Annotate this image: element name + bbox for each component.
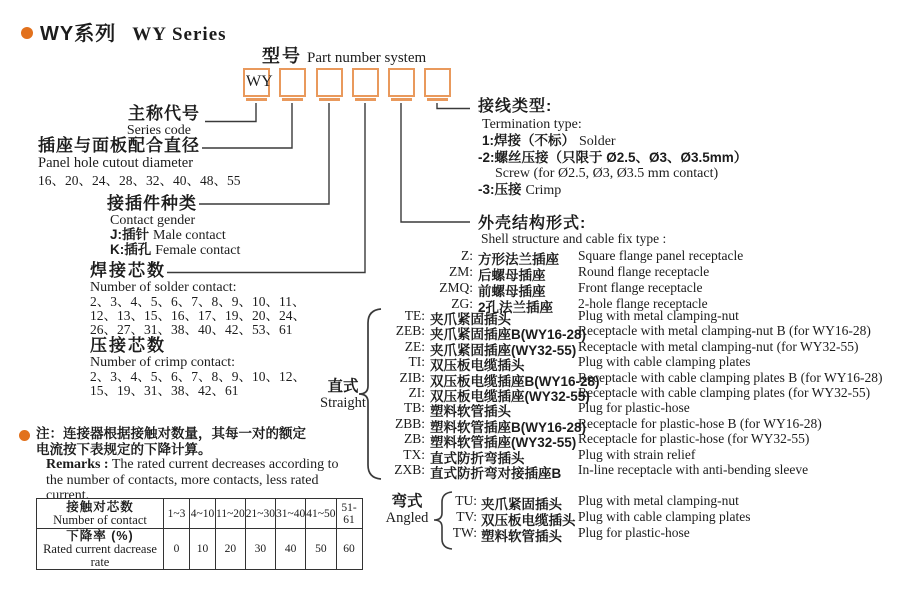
page-title-zh: WY系列: [40, 23, 117, 45]
part-number-heading-en: Part number system: [307, 50, 427, 66]
rate-cell: 40: [276, 529, 306, 570]
part-number-box-5: [388, 68, 415, 97]
rate-cell: 30: [245, 529, 275, 570]
part-number-box-1: [243, 68, 273, 97]
range-cell: 11~20: [216, 499, 246, 529]
panel-hole-en: Panel hole cutout diameter: [38, 155, 194, 171]
type-name-zh: 双压板电缆插座(WY32-55): [430, 389, 590, 404]
type-code: TB:: [403, 400, 425, 415]
straight-row: [0, 354, 910, 373]
type-name-zh: 夹爪紧固插座(WY32-55): [430, 343, 577, 358]
shell-name-zh: 前螺母插座: [478, 284, 546, 299]
range-cell: 1~3: [164, 499, 190, 529]
panel-hole-values: 16、20、24、28、32、40、48、55: [38, 173, 241, 188]
type-desc-en: Receptacle with metal clamping-nut (for WY32-55): [578, 339, 859, 354]
type-desc-en: Plug with metal clamping-nut: [578, 493, 739, 508]
termination-item-2: [478, 150, 747, 166]
shell-code: Z:: [461, 248, 473, 263]
contact-male-zh: J:插针: [110, 227, 150, 242]
type-name-zh: 直式防折弯对接插座B: [430, 466, 562, 481]
crimp-zh: 压接芯数: [90, 336, 166, 355]
termination-item-3: [478, 182, 747, 199]
type-name-zh: 夹爪紧固插头: [481, 497, 562, 512]
type-code: TV:: [456, 509, 477, 524]
page-title-en: WY Series: [132, 24, 227, 45]
contact-female-zh: K:插孔: [110, 241, 152, 257]
type-code: ZXB:: [394, 462, 425, 477]
termination-zh: 接线类型:: [478, 98, 553, 115]
part-number-box-6: [424, 68, 451, 97]
range-cell: 4~10: [190, 499, 216, 529]
contact-male-en: Male contact: [153, 228, 226, 243]
contact-gender-en: Contact gender: [110, 213, 196, 228]
series-code-label: [60, 104, 200, 138]
crimp-values-line2: 15、19、31、38、42、61: [90, 383, 239, 398]
title-bullet-icon: [21, 27, 33, 39]
shell-name-zh: 2孔法兰插座: [478, 300, 554, 315]
type-desc-en: Receptacle for plastic-hose B (for WY16-28): [578, 416, 822, 431]
solder-zh: 焊接芯数: [90, 261, 166, 280]
type-code: ZE:: [404, 339, 425, 354]
type-code: TU:: [455, 493, 477, 508]
table-row-contacts: [37, 499, 363, 529]
rate-cell: 10: [190, 529, 216, 570]
rate-header-cell: [37, 529, 164, 570]
range-cell: 21~30: [245, 499, 275, 529]
page-title: [40, 17, 227, 46]
shell-desc-en: 2-hole flange receptacle: [578, 296, 708, 311]
shell-code: ZM:: [448, 264, 473, 279]
part-number-box-4: [352, 68, 379, 97]
series-code-en: Series code: [126, 123, 191, 138]
type-name-zh: 双压板电缆插座B(WY16-28): [430, 374, 600, 389]
shell-row: [0, 264, 910, 283]
series-code-zh: 主称代号: [128, 104, 200, 123]
type-code: TX:: [403, 447, 425, 462]
type-name-zh: 直式防折弯插头: [430, 451, 525, 466]
type-code: TW:: [452, 525, 477, 540]
remarks-zh-line1: 注：连接器根据接触对数量，其每一对的额定: [36, 426, 306, 441]
type-code: ZB:: [403, 431, 425, 446]
straight-row: [0, 400, 910, 419]
rate-cell: 0: [164, 529, 190, 570]
remarks-bullet-icon: [19, 430, 30, 441]
range-cell: 51-61: [336, 499, 362, 529]
type-name-zh: 塑料软管插座B(WY16-28): [430, 420, 587, 435]
crimp-values-line1: 2、3、4、5、6、7、8、9、10、12、: [90, 369, 306, 384]
type-desc-en: Plug with cable clamping plates: [578, 509, 751, 524]
type-name-zh: 夹爪紧固插头: [430, 312, 511, 327]
part-number-heading: [262, 42, 426, 68]
shell-desc-en: Round flange receptacle: [578, 264, 710, 279]
line-box1-series-code: [205, 103, 256, 122]
type-desc-en: Plug for plastic-hose: [578, 525, 690, 540]
shell-desc-en: Square flange panel receptacle: [578, 248, 744, 263]
range-cell: 41~50: [306, 499, 336, 529]
rate-cell: 50: [306, 529, 336, 570]
termination-item1-en: Solder: [579, 134, 616, 149]
type-desc-en: Receptacle with cable clamping plates (for WY32-55): [578, 385, 871, 400]
contact-male-row: [110, 228, 240, 243]
contact-gender-zh: 接插件种类: [107, 194, 197, 213]
type-code: TI:: [408, 354, 425, 369]
straight-zh: 直式: [327, 378, 359, 395]
derating-table: [36, 498, 363, 570]
shell-code: ZMQ:: [439, 280, 473, 295]
rate-header-zh: 下降率 (%): [66, 529, 134, 543]
solder-en: Number of solder contact:: [90, 280, 237, 295]
part-number-box-2: [279, 68, 306, 97]
shell-code: ZG:: [451, 296, 473, 311]
angled-en: Angled: [385, 510, 429, 526]
type-desc-en: Receptacle with cable clamping plates B (for WY16-28): [578, 370, 883, 385]
termination-section: [478, 96, 747, 199]
shell-heading-zh: 外壳结构形式:: [478, 215, 587, 232]
shell-name-zh: 后螺母插座: [478, 268, 546, 283]
straight-en: Straight: [320, 395, 366, 411]
termination-item-1: [482, 133, 747, 150]
contacts-header-en: Number of contact: [53, 513, 147, 527]
shell-row: [0, 280, 910, 299]
straight-row: [0, 308, 910, 327]
line-box6-termination: [437, 103, 470, 109]
type-code: ZI:: [408, 385, 425, 400]
table-row-rates: [37, 529, 363, 570]
solder-values-line2: 12、13、15、16、17、19、20、24、: [90, 308, 306, 323]
type-code: ZEB:: [395, 323, 425, 338]
part-number-heading-zh: 型号: [262, 46, 302, 66]
type-desc-en: Plug for plastic-hose: [578, 400, 690, 415]
termination-en: Termination type:: [482, 117, 582, 132]
type-name-zh: 双压板电缆插头: [481, 513, 576, 528]
crimp-en: Number of crimp contact:: [90, 355, 236, 370]
type-code: ZBB:: [394, 416, 425, 431]
type-desc-en: Plug with strain relief: [578, 447, 696, 462]
type-name-zh: 塑料软管插头: [430, 404, 511, 419]
termination-item3-zh: -3:压接: [478, 182, 522, 197]
range-cell: 31~40: [276, 499, 306, 529]
type-name-zh: 双压板电缆插头: [430, 358, 525, 373]
rate-header-en: Rated current dacrease rate: [43, 542, 157, 569]
type-desc-en: In-line receptacle with anti-bending sleeve: [578, 462, 809, 477]
type-name-zh: 塑料软管插头: [481, 529, 562, 544]
solder-values-line1: 2、3、4、5、6、7、8、9、10、11、: [90, 294, 306, 309]
type-code: TE:: [404, 308, 425, 323]
angled-zh: 弯式: [391, 493, 423, 510]
type-name-zh: 塑料软管插座(WY32-55): [430, 435, 577, 450]
shell-desc-en: Front flange receptacle: [578, 280, 703, 295]
type-desc-en: Plug with metal clamping-nut: [578, 308, 739, 323]
rate-cell: 20: [216, 529, 246, 570]
rate-cell: 60: [336, 529, 362, 570]
shell-row: [0, 248, 910, 267]
contacts-header-cell: [37, 499, 164, 529]
solder-values-line3: 26、27、31、38、40、42、53、61: [90, 322, 293, 337]
panel-hole-label: [38, 136, 241, 189]
remarks-zh-line2: 电流按下表规定的下降计算。: [36, 442, 212, 457]
type-code: ZIB:: [399, 370, 425, 385]
termination-item2-zh: -2:螺丝压接（只限于 Ø2.5、Ø3、Ø3.5mm）: [478, 150, 748, 165]
termination-item2-en: Screw (for Ø2.5, Ø3, Ø3.5 mm contact): [495, 166, 719, 181]
line-box5-shell-structure: [401, 103, 470, 222]
part-number-box-3: [316, 68, 343, 97]
panel-hole-zh: 插座与面板配合直径: [38, 136, 200, 155]
type-name-zh: 夹爪紧固插座B(WY16-28): [430, 327, 587, 342]
contacts-header-zh: 接触对芯数: [66, 500, 134, 514]
straight-row: [0, 323, 910, 342]
straight-row: [0, 339, 910, 358]
type-desc-en: Plug with cable clamping plates: [578, 354, 751, 369]
series-prefix: WY: [246, 73, 273, 90]
contact-female-en: Female contact: [155, 242, 241, 258]
shell-name-zh: 方形法兰插座: [478, 252, 559, 267]
remarks-en-text: The rated current decreases according to the number of contacts, more contacts, less rated current.: [46, 457, 339, 503]
termination-item1-zh: 1:焊接（不标）: [482, 133, 576, 148]
remarks-en-label: Remarks :: [46, 457, 109, 472]
type-desc-en: Receptacle with metal clamping-nut B (for WY16-28): [578, 323, 871, 338]
termination-item3-en: Crimp: [525, 183, 562, 198]
remarks-en: [46, 457, 356, 504]
type-desc-en: Receptacle for plastic-hose (for WY32-55): [578, 431, 810, 446]
shell-heading-en: Shell structure and cable fix type :: [481, 231, 667, 246]
